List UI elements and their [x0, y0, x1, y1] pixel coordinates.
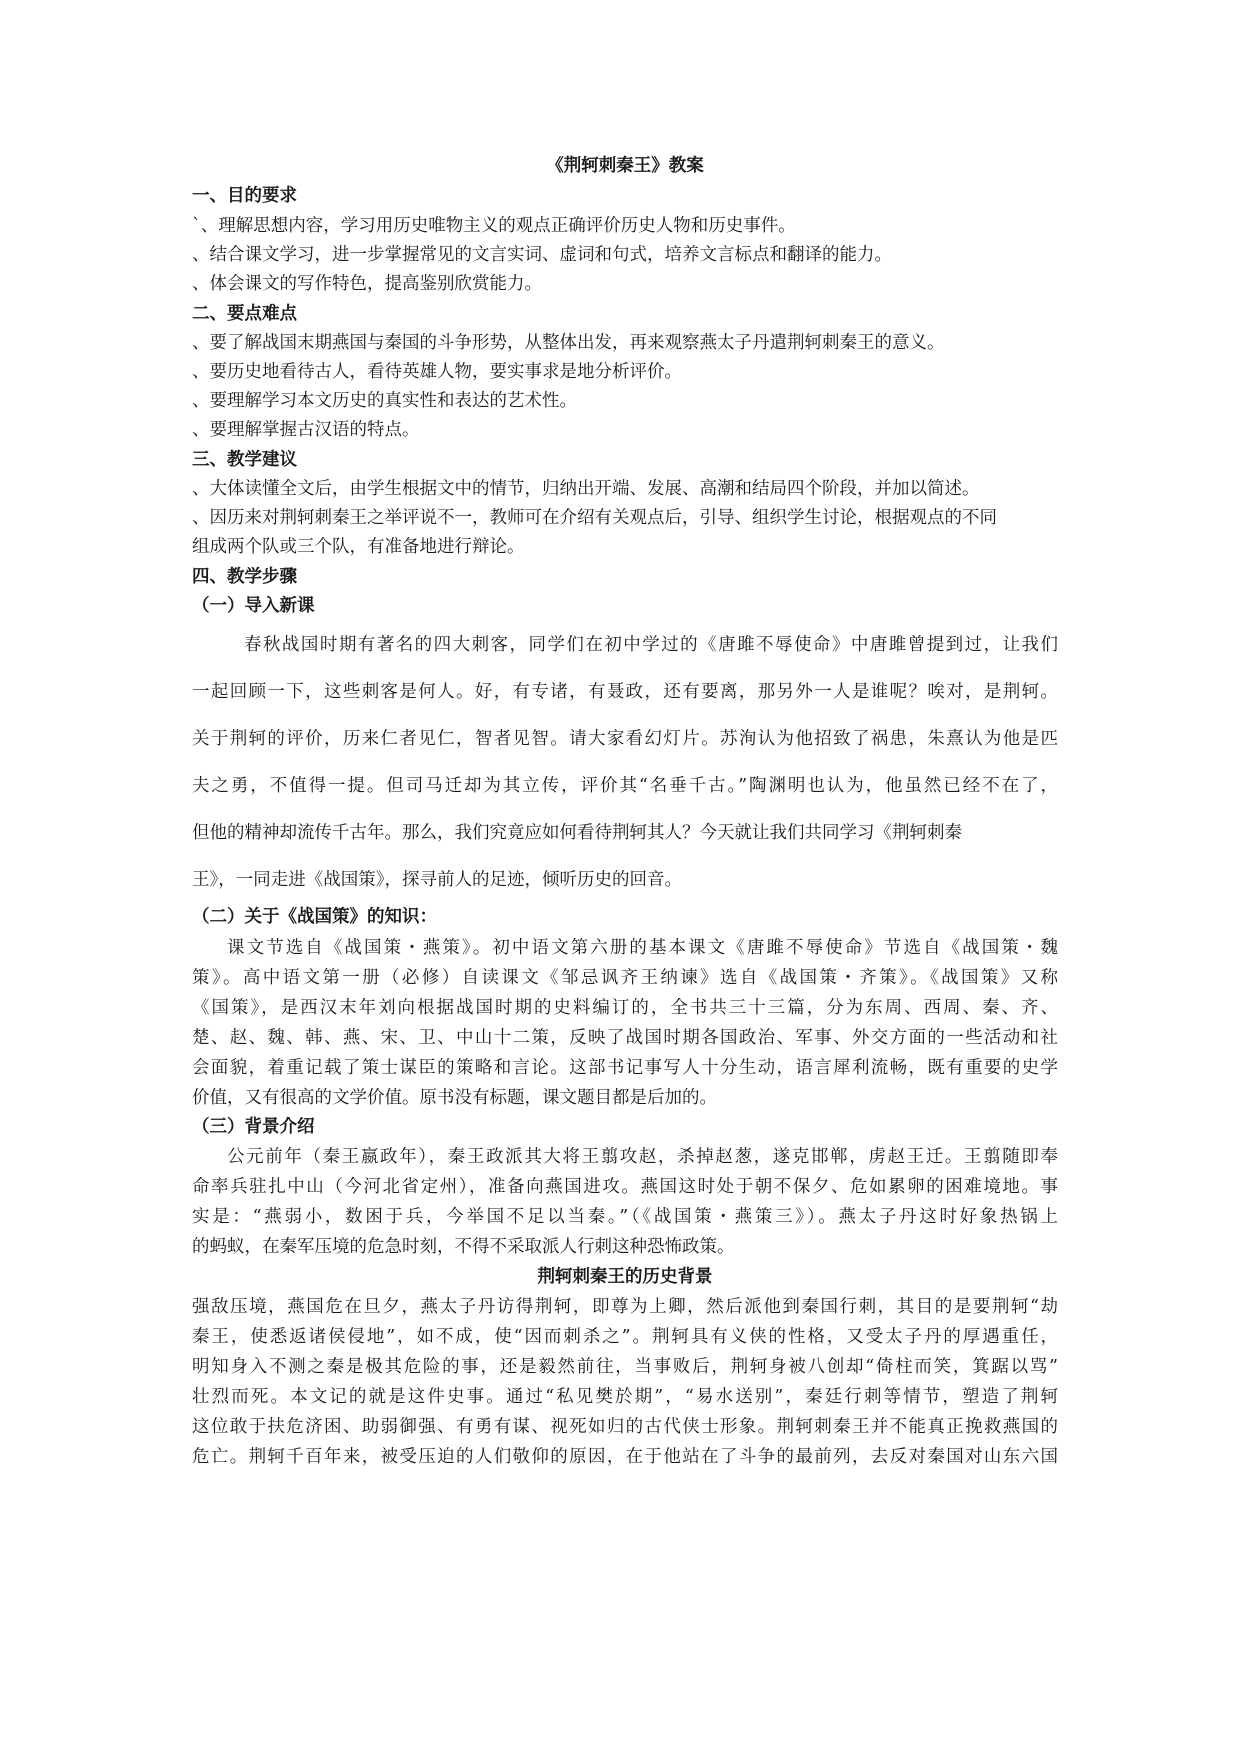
history-paragraph-line: 秦王，使悉返诸侯侵地”，如不成，使“因而刺杀之”。荆轲具有义侠的性格，又受太子丹的厚遇重任， [192, 1327, 1058, 1347]
intro-paragraph-line: 但他的精神却流传千古年。那么，我们究竟应如何看待荆轲其人？今天就让我们共同学习《荆轲刺秦 [192, 823, 962, 843]
key-point-item: 、要历史地看待古人，看待英雄人物，要实事求是地分析评价。 [192, 362, 682, 382]
intro-paragraph-line: 王》，一同走进《战国策》，探寻前人的足迹，倾听历史的回音。 [192, 870, 682, 890]
subsection-heading-intro: （一）导入新课 [192, 596, 315, 616]
centered-subtitle: 荆轲刺秦王的历史背景 [537, 1267, 713, 1287]
goal-item: `、理解思想内容，学习用历史唯物主义的观点正确评价历史人物和历史事件。 [192, 216, 796, 236]
suggestion-item: 组成两个队或三个队，有准备地进行辩论。 [192, 537, 525, 557]
section-heading-goals: 一、目的要求 [192, 186, 297, 206]
zhanguoce-paragraph-line: 课文节选自《战国策・燕策》。初中语文第六册的基本课文《唐雎不辱使命》节选自《战国策・魏 [227, 938, 1058, 958]
history-paragraph-line: 壮烈而死。本文记的就是这件史事。通过“私见樊於期”，“易水送别”，秦廷行刺等情节，塑造了荆轲 [192, 1387, 1058, 1407]
suggestion-item: 、因历来对荆轲刺秦王之举评说不一，教师可在介绍有关观点后，引导、组织学生讨论，根据观点的不同 [192, 508, 997, 528]
section-heading-key-points: 二、要点难点 [192, 304, 297, 324]
background-paragraph-line: 实是：“燕弱小，数困于兵，今举国不足以当秦。”（《战国策・燕策三》）。燕太子丹这时好象热锅上 [192, 1207, 1058, 1227]
subsection-heading-background: （三）背景介绍 [192, 1117, 315, 1137]
intro-paragraph-line: 一起回顾一下，这些刺客是何人。好，有专诸，有聂政，还有要离，那另外一人是谁呢？唉对，是荆轲。 [192, 682, 1058, 702]
history-paragraph-line: 明知身入不测之秦是极其危险的事，还是毅然前往，当事败后，荆轲身被八创却“倚柱而笑，箕踞以骂” [192, 1357, 1058, 1377]
background-paragraph-line: 的蚂蚁，在秦军压境的危急时刻，不得不采取派人行刺这种恐怖政策。 [192, 1237, 735, 1257]
suggestion-item: 、大体读懂全文后，由学生根据文中的情节，归纳出开端、发展、高潮和结局四个阶段，并加以简述。 [192, 479, 980, 499]
zhanguoce-paragraph-line: 会面貌，着重记载了策士谋臣的策略和言论。这部书记事写人十分生动，语言犀利流畅，既有重要的史学 [192, 1058, 1058, 1078]
intro-paragraph-line: 夫之勇，不值得一提。但司马迁却为其立传，评价其“名垂千古。”陶渊明也认为，他虽然已经不在了， [192, 776, 1058, 796]
intro-paragraph-line: 关于荆轲的评价，历来仁者见仁，智者见智。请大家看幻灯片。苏洵认为他招致了祸患，朱熹认为他是匹 [192, 729, 1058, 749]
zhanguoce-paragraph-line: 策》。高中语文第一册（必修）自读课文《邹忌讽齐王纳谏》选自《战国策・齐策》。《战国策》又称 [192, 968, 1058, 988]
zhanguoce-paragraph-line: 楚、赵、魏、韩、燕、宋、卫、中山十二策，反映了战国时期各国政治、军事、外交方面的一些活动和社 [192, 1028, 1058, 1048]
key-point-item: 、要理解掌握古汉语的特点。 [192, 420, 420, 440]
history-paragraph-line: 这位敢于扶危济困、助弱御强、有勇有谋、视死如归的古代侠士形象。荆轲刺秦王并不能真正挽救燕国的 [192, 1417, 1058, 1437]
history-paragraph-line: 危亡。荆轲千百年来，被受压迫的人们敬仰的原因，在于他站在了斗争的最前列，去反对秦国对山东六国 [192, 1447, 1058, 1467]
goal-item: 、体会课文的写作特色，提高鉴别欣赏能力。 [192, 274, 542, 294]
section-heading-steps: 四、教学步骤 [192, 567, 297, 587]
background-paragraph-line: 公元前年（秦王嬴政年），秦王政派其大将王翦攻赵，杀掉赵葱，遂克邯郸，虏赵王迁。王翦随即奉 [227, 1147, 1058, 1167]
intro-paragraph-line: 春秋战国时期有著名的四大刺客，同学们在初中学过的《唐雎不辱使命》中唐雎曾提到过，让我们 [244, 635, 1058, 655]
key-point-item: 、要了解战国末期燕国与秦国的斗争形势，从整体出发，再来观察燕太子丹遣荆轲刺秦王的意义。 [192, 333, 945, 353]
zhanguoce-paragraph-line: 价值，又有很高的文学价值。原书没有标题，课文题目都是后加的。 [192, 1088, 717, 1108]
document-title: 《荆轲刺秦王》教案 [546, 156, 704, 176]
subsection-heading-zhanguoce: （二）关于《战国策》的知识： [192, 907, 437, 927]
history-paragraph-line: 强敌压境，燕国危在旦夕，燕太子丹访得荆轲，即尊为上卿，然后派他到秦国行刺，其目的是要荆轲“劫 [192, 1297, 1058, 1317]
key-point-item: 、要理解学习本文历史的真实性和表达的艺术性。 [192, 391, 577, 411]
section-heading-suggestions: 三、教学建议 [192, 450, 297, 470]
goal-item: 、结合课文学习，进一步掌握常见的文言实词、虚词和句式，培养文言标点和翻译的能力。 [192, 245, 892, 265]
zhanguoce-paragraph-line: 《国策》，是西汉末年刘向根据战国时期的史料编订的，全书共三十三篇，分为东周、西周、秦、齐、 [192, 998, 1058, 1018]
background-paragraph-line: 命率兵驻扎中山（今河北省定州），准备向燕国进攻。燕国这时处于朝不保夕、危如累卵的困难境地。事 [192, 1177, 1058, 1197]
